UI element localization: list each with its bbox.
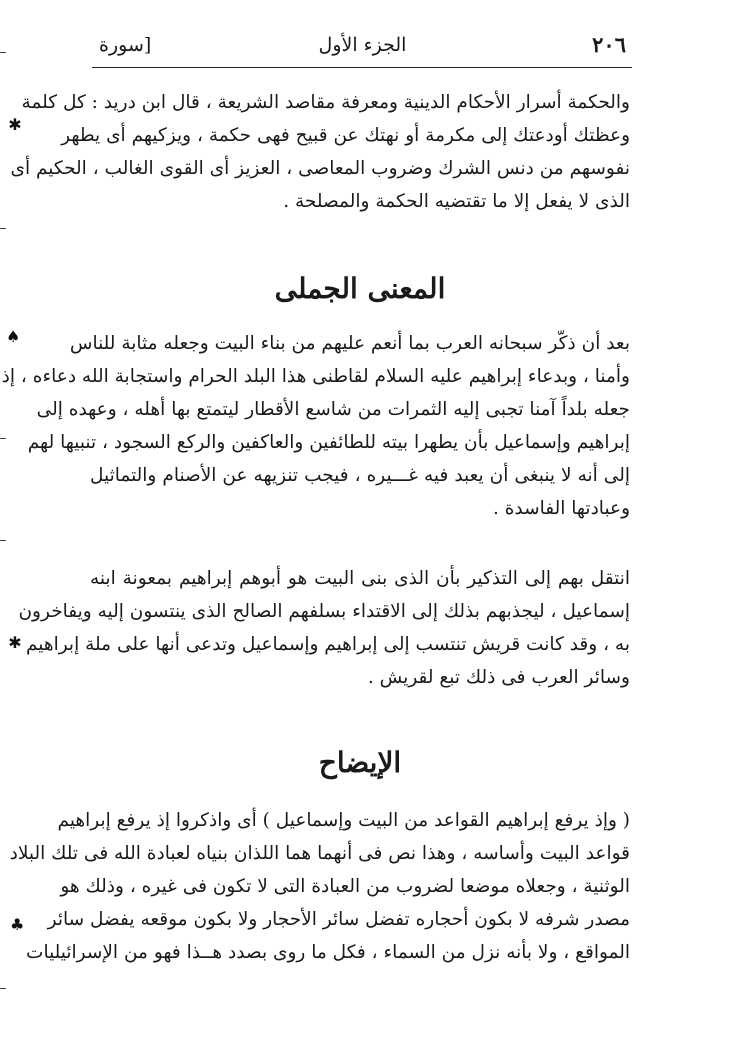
header-rule — [92, 67, 632, 68]
running-title: الجزء الأول — [318, 34, 407, 56]
edge-tick — [0, 540, 6, 541]
text-line: والحكمة أسرار الأحكام الدينية ومعرفة مقاصد الشريعة ، قال ابن دريد : كل كلمة — [21, 92, 630, 113]
text-line: إبراهيم وإسماعيل بأن يطهرا بيته للطائفين والعاكفين والركع السجود ، تنبيها لهم — [27, 432, 630, 453]
text-line: وسائر العرب فى ذلك تبع لقريش . — [367, 667, 630, 688]
paragraph-explanation — [9, 804, 630, 969]
text-line: نفوسهم من دنس الشرك وضروب المعاصى ، العزيز أى القوى الغالب ، الحكيم أى — [10, 158, 630, 179]
edge-tick — [0, 228, 6, 229]
text-line: قواعد البيت وأساسه ، وهذا نص فى أنهما هما اللذان بنياه لعبادة الله فى تلك البلاد — [9, 843, 630, 864]
text-line: وعظتك أودعتك إلى مكرمة أو نهتك عن قبيح فهى حكمة ، ويزكيهم أى يطهر — [61, 125, 630, 146]
text-line: الوثنية ، وجعلاه موضعا لضروب من العبادة التى لا تكون فى غيره ، وذلك هو — [60, 876, 630, 897]
binding-hole-mark: ♣ — [10, 915, 25, 934]
binding-hole-mark: ✱ — [8, 115, 22, 134]
page-header — [95, 30, 630, 66]
text-line: وعبادتها الفاسدة . — [492, 498, 630, 519]
text-line: إلى أنه لا ينبغى أن يعبد فيه غـــيره ، فيجب تنزيهه عن الأصنام والتماثيل — [90, 465, 630, 486]
paragraph-summary — [1, 327, 630, 525]
text-line: الذى لا يفعل إلا ما تقتضيه الحكمة والمصلحة . — [283, 191, 630, 212]
text-line: إسماعيل ، ليجذبهم بذلك إلى الاقتداء بسلفهم الصالح الذى ينتسون إليه ويفاخرون — [18, 601, 630, 622]
text-line: ( وإذ يرفع إبراهيم القواعد من البيت وإسماعيل ) أى واذكروا إذ يرفع إبراهيم — [57, 810, 630, 831]
paragraph-context — [18, 562, 630, 694]
text-line: بعد أن ذكّر سبحانه العرب بما أنعم عليهم من بناء البيت وجعله مثابة للناس — [69, 333, 630, 354]
text-line: انتقل بهم إلى التذكير بأن الذى بنى البيت هو أبوهم إبراهيم بمعونة ابنه — [90, 568, 630, 589]
page-number: ٢٠٦ — [592, 32, 626, 57]
surah-label: [سورة — [99, 34, 152, 56]
edge-tick — [0, 438, 6, 439]
text-line: جعله بلداً آمنا تجبى إليه الثمرات من شاسع الأقطار ليتمتع بها أهله ، وعهده إلى — [36, 399, 630, 420]
edge-tick — [0, 52, 6, 53]
text-line: وأمنا ، وبدعاء إبراهيم عليه السلام لقاطنى هذا البلد الحرام واستجابة الله دعاءه ، إذ — [1, 366, 630, 387]
text-line: مصدر شرفه لا بكون أحجاره تفضل سائر الأحجار ولا بكون موقعه يفضل سائر — [47, 909, 630, 930]
edge-tick — [0, 988, 6, 989]
binding-hole-mark: ✱ — [8, 633, 22, 652]
binding-hole-mark: ♠ — [6, 327, 21, 346]
section-heading-explanation: الإيضاح — [318, 746, 402, 779]
section-heading-summary: المعنى الجملى — [274, 272, 446, 305]
text-line: به ، وقد كانت قريش تنتسب إلى إبراهيم وإسماعيل وتدعى أنها على ملة إبراهيم — [25, 634, 630, 655]
text-line: المواقع ، ولا بأنه نزل من السماء ، فكل ما روى بصدد هــذا فهو من الإسرائيليات — [26, 942, 630, 963]
paragraph-intro — [10, 86, 630, 218]
